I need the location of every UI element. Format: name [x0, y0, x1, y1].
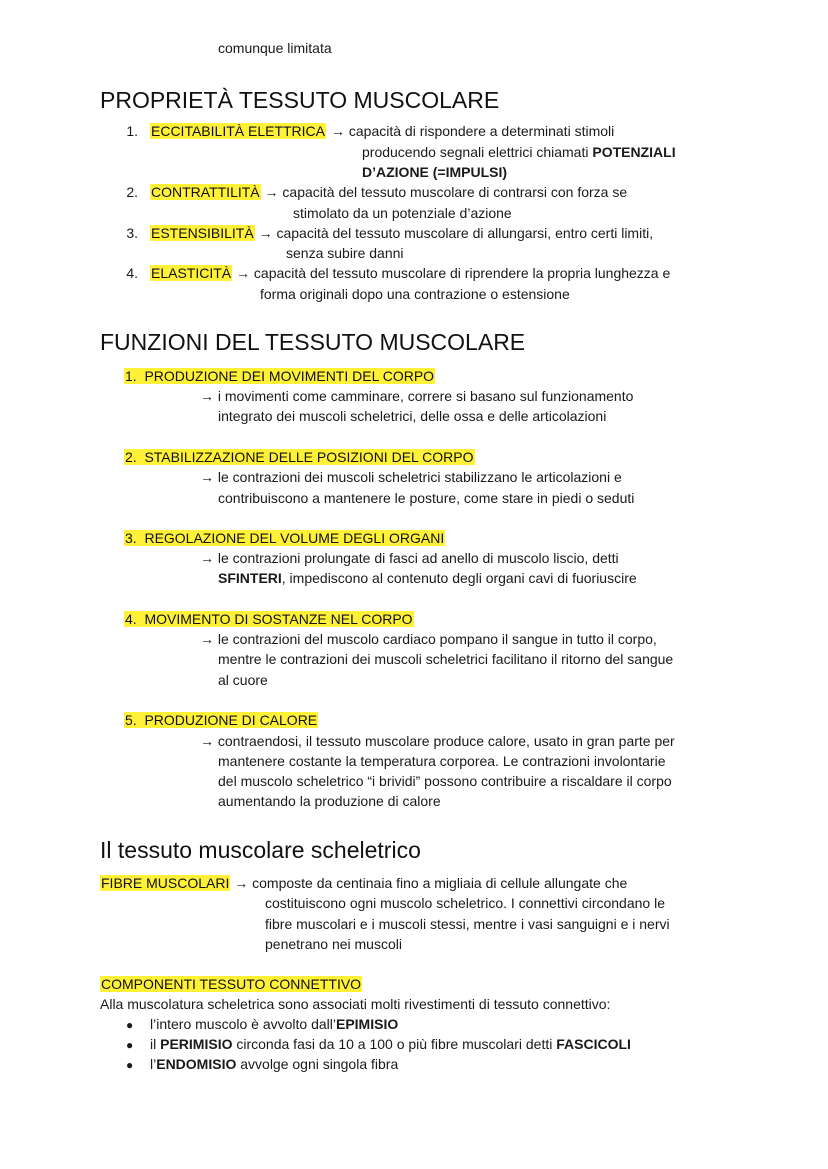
list-number: 4. [126, 265, 138, 281]
bold-term: FASCICOLI [556, 1036, 631, 1052]
highlight-term: CONTRATTILITÀ [151, 184, 260, 200]
function-desc-line: al cuore [218, 672, 268, 688]
bullet-text: il [150, 1036, 161, 1052]
top-fragment-text: comunque limitata [218, 40, 332, 56]
function-desc-line: del muscolo scheletrico “i brividi” possono contribuire a riscaldare il corpo [218, 773, 672, 789]
property-desc-line: forma originali dopo una contrazione o estensione [260, 286, 570, 302]
bold-term: SFINTERI [218, 570, 282, 586]
function-desc-line: → le contrazioni del muscolo cardiaco pompano il sangue in tutto il corpo, [200, 631, 657, 647]
fibre-desc-line: costituiscono ogni muscolo scheletrico. I connettivi circondano le [265, 895, 665, 911]
highlight-term: ELASTICITÀ [151, 265, 232, 281]
property-desc-line: senza subire danni [286, 245, 404, 261]
list-number: 1. [126, 123, 138, 139]
function-desc-line: → le contrazioni dei muscoli scheletrici stabilizzano le articolazioni e [200, 469, 622, 485]
fibre-definition [100, 873, 627, 893]
property-desc-line [362, 142, 676, 162]
arrow: → [331, 123, 345, 139]
function-heading-1 [124, 366, 435, 386]
property-item-3 [150, 223, 653, 243]
property-desc-line: capacità di rispondere a determinati stimoli [348, 123, 615, 139]
arrow: → [264, 184, 279, 200]
property-item-2 [150, 182, 627, 202]
property-desc-line: capacità del tessuto muscolare di riprendere la propria lunghezza e [253, 265, 671, 281]
bold-term: PERIMISIO [160, 1036, 233, 1052]
fibre-desc-line: composte da centinaia fino a migliaia di cellule allungate che [252, 875, 628, 891]
list-number: 3. [126, 225, 138, 241]
highlight-heading: COMPONENTI TESSUTO CONNETTIVO [101, 976, 362, 992]
function-desc-line: → contraendosi, il tessuto muscolare produce calore, usato in gran parte per [200, 733, 675, 749]
bullet-text: circonda fasi da 10 a 100 o più fibre muscolari detti [232, 1036, 557, 1052]
arrow: → [236, 265, 251, 281]
bullet-text: l’ [150, 1056, 157, 1072]
section-title-properties: PROPRIETÀ TESSUTO MUSCOLARE [100, 87, 500, 113]
arrow: → [258, 225, 273, 241]
function-desc-line: contribuiscono a mantenere le posture, come stare in piedi o seduti [218, 490, 635, 506]
highlight-term: ESTENSIBILITÀ [151, 225, 254, 241]
function-heading-5 [124, 710, 318, 730]
property-desc-line [362, 162, 507, 182]
function-desc-line: → i movimenti come camminare, correre si basano sul funzionamento [200, 388, 634, 404]
bold-term: ENDOMISIO [156, 1056, 237, 1072]
highlight-term: ECCITABILITÀ ELETTRICA [151, 123, 325, 139]
function-desc-line: → le contrazioni prolungate di fasci ad anello di muscolo liscio, detti [200, 550, 619, 566]
bullet-text: avvolge ogni singola fibra [236, 1056, 399, 1072]
bullet-text: l’intero muscolo è avvolto dall’ [150, 1016, 336, 1032]
desc-text: producendo segnali elettrici chiamati [362, 144, 593, 160]
highlight-term: FIBRE MUSCOLARI [101, 875, 230, 891]
bullet-icon: ● [126, 1038, 134, 1052]
function-desc-line: mantenere costante la temperatura corporea. Le contrazioni involontarie [218, 753, 666, 769]
property-desc-line: capacità del tessuto muscolare di allungarsi, entro certi limiti, [276, 225, 654, 241]
bullet-icon: ● [126, 1058, 134, 1072]
highlight-heading: 2. STABILIZZAZIONE DELLE POSIZIONI DEL CORPO [125, 449, 474, 465]
desc-text: , impediscono al contenuto degli organi cavi di fuoriuscire [281, 570, 637, 586]
function-heading-4 [124, 609, 414, 629]
bold-term: D’AZIONE (=IMPULSI) [362, 164, 508, 180]
function-desc-line: aumentando la produzione di calore [218, 793, 441, 809]
bullet-item-3 [150, 1054, 398, 1074]
function-desc-line [218, 568, 637, 588]
highlight-heading: 1. PRODUZIONE DEI MOVIMENTI DEL CORPO [125, 368, 435, 384]
property-desc-line: stimolato da un potenziale d’azione [293, 205, 512, 221]
components-intro: Alla muscolatura scheletrica sono associati molti rivestimenti di tessuto connettivo: [100, 996, 611, 1012]
highlight-heading: 3. REGOLAZIONE DEL VOLUME DEGLI ORGANI [125, 530, 445, 546]
fibre-desc-line: penetrano nei muscoli [265, 936, 402, 952]
property-desc-line: capacità del tessuto muscolare di contrarsi con forza se [282, 184, 628, 200]
function-desc-line: mentre le contrazioni dei muscoli scheletrici facilitano il ritorno del sangue [218, 651, 674, 667]
highlight-heading: 5. PRODUZIONE DI CALORE [125, 712, 318, 728]
list-number: 2. [126, 184, 138, 200]
property-item-1 [150, 121, 614, 141]
components-heading [100, 974, 362, 994]
function-desc-line: integrato dei muscoli scheletrici, delle ossa e delle articolazioni [218, 408, 607, 424]
bullet-item-2 [150, 1034, 631, 1054]
bullet-item-1 [150, 1014, 398, 1034]
function-heading-2 [124, 447, 475, 467]
highlight-heading: 4. MOVIMENTO DI SOSTANZE NEL CORPO [125, 611, 413, 627]
function-heading-3 [124, 528, 445, 548]
arrow: → [234, 875, 249, 891]
bold-term: EPIMISIO [335, 1016, 399, 1032]
section-title-functions: FUNZIONI DEL TESSUTO MUSCOLARE [100, 329, 526, 355]
property-item-4 [150, 263, 670, 283]
bullet-icon: ● [126, 1018, 134, 1032]
section-title-skeletal: Il tessuto muscolare scheletrico [100, 837, 421, 863]
bold-term: POTENZIALI [592, 144, 676, 160]
fibre-desc-line: fibre muscolari e i muscoli stessi, mentre i vasi sanguigni e i nervi [265, 916, 670, 932]
